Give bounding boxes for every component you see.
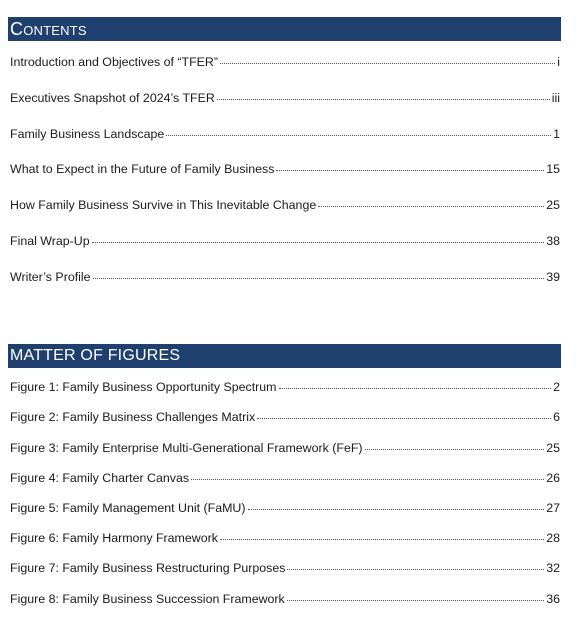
- figure-entry[interactable]: [10, 560, 560, 576]
- figure-entry-page: 27: [546, 501, 560, 515]
- figure-entry[interactable]: [10, 591, 560, 607]
- figure-entry-title: Figure 6: Family Harmony Framework: [10, 531, 218, 545]
- figure-entry-page: 6: [553, 410, 560, 424]
- figure-entry-page: 28: [546, 531, 560, 545]
- dot-leader: [287, 569, 544, 570]
- dot-leader: [248, 509, 545, 510]
- toc-entry-page: i: [557, 55, 560, 69]
- figure-entry-title: Figure 7: Family Business Restructuring Purposes: [10, 561, 286, 575]
- toc-entry-title: Introduction and Objectives of “TFER”: [10, 55, 218, 69]
- toc-entry-page: 1: [553, 127, 560, 141]
- dot-leader: [92, 242, 545, 243]
- toc-entry[interactable]: [10, 126, 560, 142]
- toc-entry-title: What to Expect in the Future of Family Business: [10, 162, 275, 176]
- dot-leader: [217, 99, 550, 100]
- toc-entry-page: 39: [546, 270, 560, 284]
- figure-entry-title: Figure 1: Family Business Opportunity Spectrum: [10, 380, 277, 394]
- toc-entry[interactable]: [10, 54, 560, 70]
- dot-leader: [220, 63, 555, 64]
- figure-entry[interactable]: [10, 500, 560, 516]
- toc-entry-page: iii: [551, 91, 560, 105]
- toc-entry-page: 38: [546, 234, 560, 248]
- toc-entry[interactable]: [10, 233, 560, 249]
- dot-leader: [93, 278, 545, 279]
- toc-entry-page: 25: [546, 198, 560, 212]
- toc-entry-title: How Family Business Survive in This Inevitable Change: [10, 198, 317, 212]
- toc-entry[interactable]: [10, 90, 560, 106]
- figure-entry-title: Figure 3: Family Enterprise Multi-Generational Framework (FeF): [10, 441, 363, 455]
- toc-entry-title: Executives Snapshot of 2024’s TFER: [10, 91, 215, 105]
- contents-header-bar: [8, 17, 561, 41]
- figure-entry-page: 26: [546, 471, 560, 485]
- contents-heading: Contents: [10, 18, 87, 39]
- figure-entry[interactable]: [10, 530, 560, 546]
- dot-leader: [276, 170, 544, 171]
- toc-entry-title: Final Wrap-Up: [10, 234, 90, 248]
- figure-entry[interactable]: [10, 379, 560, 395]
- dot-leader: [279, 388, 552, 389]
- dot-leader: [365, 449, 545, 450]
- figure-entry[interactable]: [10, 409, 560, 425]
- dot-leader: [166, 135, 551, 136]
- figure-entry-title: Figure 2: Family Business Challenges Matrix: [10, 410, 256, 424]
- toc-entry[interactable]: [10, 269, 560, 285]
- toc-entry-title: Writer’s Profile: [10, 270, 91, 284]
- toc-entry-title: Family Business Landscape: [10, 127, 165, 141]
- figure-entry[interactable]: [10, 440, 560, 456]
- dot-leader: [318, 206, 544, 207]
- figure-entry[interactable]: [10, 470, 560, 486]
- toc-entry[interactable]: [10, 197, 560, 213]
- figures-header-bar: [8, 344, 561, 368]
- figure-entry-title: Figure 4: Family Charter Canvas: [10, 471, 190, 485]
- dot-leader: [191, 479, 544, 480]
- dot-leader: [220, 539, 544, 540]
- figure-entry-page: 2: [553, 380, 560, 394]
- figure-entry-title: Figure 8: Family Business Succession Framework: [10, 592, 285, 606]
- toc-entry-page: 15: [546, 162, 560, 176]
- dot-leader: [257, 418, 551, 419]
- figure-entry-page: 25: [546, 441, 560, 455]
- figures-heading: MATTER OF FIGURES: [10, 347, 181, 364]
- toc-entry[interactable]: [10, 161, 560, 177]
- figure-entry-title: Figure 5: Family Management Unit (FaMU): [10, 501, 246, 515]
- figure-entry-page: 32: [546, 561, 560, 575]
- dot-leader: [287, 600, 544, 601]
- figure-entry-page: 36: [546, 592, 560, 606]
